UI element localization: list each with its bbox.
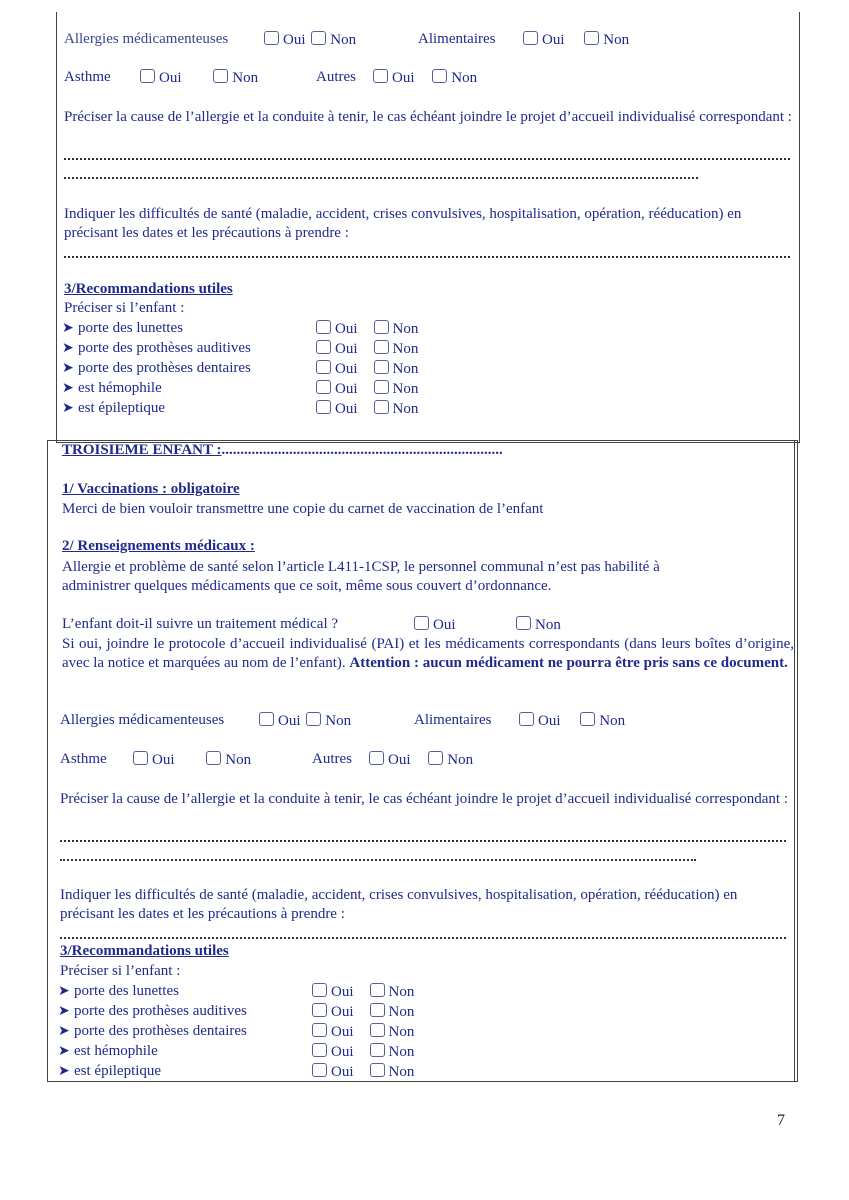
reco-oui-checkbox[interactable] — [316, 380, 331, 394]
oui-label: Oui — [159, 70, 182, 86]
reco-oui-checkbox[interactable] — [312, 1003, 327, 1017]
non-label: Non — [599, 713, 626, 729]
answer-line[interactable] — [60, 859, 696, 861]
allergy-alim-non-checkbox[interactable] — [580, 712, 595, 726]
allergy-med-options — [259, 712, 351, 730]
traitement-question: L’enfant doit-il suivre un traitement médical ? — [62, 616, 339, 632]
answer-line[interactable] — [60, 937, 786, 939]
non-label: Non — [392, 321, 419, 337]
arrow-icon: ➤ — [58, 1024, 70, 1039]
asthme-options — [133, 751, 251, 769]
non-label: Non — [603, 32, 630, 48]
reco-non-checkbox[interactable] — [374, 400, 389, 414]
page-number: 7 — [777, 1112, 785, 1129]
oui-label: Oui — [331, 1044, 354, 1060]
reco-oui-checkbox[interactable] — [316, 400, 331, 414]
arrow-icon: ➤ — [58, 1064, 70, 1079]
reco-item-label: porte des lunettes — [78, 320, 183, 336]
arrow-icon: ➤ — [58, 1044, 70, 1059]
asthme-label: Asthme — [64, 69, 111, 85]
arrow-icon: ➤ — [62, 341, 74, 356]
reco-oui-checkbox[interactable] — [316, 320, 331, 334]
reco-item — [62, 340, 251, 357]
reco-non-checkbox[interactable] — [370, 1043, 385, 1057]
allergy-med-label: Allergies médicamenteuses — [60, 712, 225, 728]
reco-options — [312, 1043, 414, 1061]
oui-label: Oui — [331, 984, 354, 1000]
reco-item-label: porte des prothèses auditives — [74, 1003, 247, 1019]
reco-oui-checkbox[interactable] — [312, 1023, 327, 1037]
autres-oui-checkbox[interactable] — [373, 69, 388, 83]
reco-intro: Préciser si l’enfant : — [64, 300, 185, 316]
autres-non-checkbox[interactable] — [432, 69, 447, 83]
answer-line[interactable] — [64, 256, 790, 258]
arrow-icon: ➤ — [62, 401, 74, 416]
answer-line[interactable] — [64, 177, 698, 179]
reco-options — [316, 320, 418, 338]
reco-item — [62, 400, 165, 417]
answer-line[interactable] — [60, 840, 786, 842]
traitement-oui-checkbox[interactable] — [414, 616, 429, 630]
traitement-non-option — [516, 616, 561, 634]
oui-label: Oui — [538, 713, 561, 729]
reco-item-label: porte des prothèses auditives — [78, 340, 251, 356]
non-label: Non — [388, 1064, 415, 1080]
section-title-dots[interactable]: ........................................................................... — [221, 442, 503, 458]
reco-item — [58, 1043, 158, 1060]
oui-label: Oui — [335, 401, 358, 417]
non-label: Non — [447, 752, 474, 768]
reco-item — [62, 380, 162, 397]
allergy-cause-instructions: Préciser la cause de l’allergie et la conduite à tenir, le cas échéant joindre le projet d’accueil individualisé correspondant : — [64, 109, 792, 125]
reco-oui-checkbox[interactable] — [312, 983, 327, 997]
health-difficulties-instructions: Indiquer les difficultés de santé (maladie, accident, crises convulsives, hospitalisation, opération, rééducation) en précisant les dates et les précautions à prendre : — [60, 887, 738, 922]
oui-label: Oui — [331, 1004, 354, 1020]
reco-title: 3/Recommandations utiles — [64, 281, 233, 297]
asthme-label: Asthme — [60, 751, 107, 767]
non-label: Non — [388, 1024, 415, 1040]
allergy-med-label: Allergies médicamenteuses — [64, 31, 229, 47]
reco-oui-checkbox[interactable] — [312, 1063, 327, 1077]
allergy-alim-oui-checkbox[interactable] — [519, 712, 534, 726]
arrow-icon: ➤ — [62, 321, 74, 336]
non-label: Non — [388, 1004, 415, 1020]
reco-intro: Préciser si l’enfant : — [60, 963, 181, 979]
allergy-med-oui-checkbox[interactable] — [264, 31, 279, 45]
non-label: Non — [225, 752, 252, 768]
reco-item — [62, 320, 183, 337]
arrow-icon: ➤ — [62, 381, 74, 396]
asthme-non-checkbox[interactable] — [206, 751, 221, 765]
reco-non-checkbox[interactable] — [370, 1003, 385, 1017]
arrow-icon: ➤ — [58, 984, 70, 999]
health-difficulties-instructions: Indiquer les difficultés de santé (maladie, accident, crises convulsives, hospitalisation, opération, rééducation) en précisant les dates et les précautions à prendre : — [64, 206, 742, 241]
allergy-med-oui-checkbox[interactable] — [259, 712, 274, 726]
allergy-med-options — [264, 31, 356, 49]
reco-item-label: est hémophile — [78, 380, 162, 396]
allergy-cause-instructions: Préciser la cause de l’allergie et la conduite à tenir, le cas échéant joindre le projet d’accueil individualisé correspondant : — [60, 791, 788, 807]
oui-label: Oui — [331, 1024, 354, 1040]
asthme-non-checkbox[interactable] — [213, 69, 228, 83]
arrow-icon: ➤ — [62, 361, 74, 376]
reco-options — [312, 1003, 414, 1021]
allergy-alim-options — [523, 31, 629, 49]
traitement-oui-option — [414, 616, 456, 634]
asthme-oui-checkbox[interactable] — [140, 69, 155, 83]
vaccinations-title: 1/ Vaccinations : obligatoire — [62, 481, 240, 497]
autres-non-checkbox[interactable] — [428, 751, 443, 765]
oui-label: Oui — [335, 321, 358, 337]
autres-options — [373, 69, 477, 87]
pai-instructions — [62, 635, 794, 673]
oui-label: Oui — [283, 32, 306, 48]
non-label: Non — [392, 401, 419, 417]
reco-oui-checkbox[interactable] — [312, 1043, 327, 1057]
attention-warning: Attention : aucun médicament ne pourra être pris sans ce document. — [349, 655, 788, 671]
non-label: Non — [232, 70, 259, 86]
asthme-options — [140, 69, 258, 87]
traitement-non-checkbox[interactable] — [516, 616, 531, 630]
autres-options — [369, 751, 473, 769]
renseignements-text: Allergie et problème de santé selon l’article L411-1CSP, le personnel communal n’est pas habilité à administrer quelques médicaments que ce soit, même sous couvert d’ordonnance. — [62, 559, 660, 594]
reco-item — [58, 1063, 161, 1080]
reco-item-label: porte des lunettes — [74, 983, 179, 999]
non-label: Non — [330, 32, 357, 48]
reco-non-checkbox[interactable] — [374, 360, 389, 374]
reco-options — [316, 380, 418, 398]
non-label: Non — [451, 70, 478, 86]
reco-options — [312, 1063, 414, 1081]
autres-label: Autres — [312, 751, 352, 767]
reco-item — [58, 1003, 247, 1020]
asthme-oui-checkbox[interactable] — [133, 751, 148, 765]
arrow-icon: ➤ — [58, 1004, 70, 1019]
oui-label: Oui — [278, 713, 301, 729]
answer-line[interactable] — [64, 158, 790, 160]
non-label: Non — [392, 341, 419, 357]
oui-label: Oui — [388, 752, 411, 768]
reco-item-label: est épileptique — [74, 1063, 162, 1079]
non-label: Non — [325, 713, 352, 729]
allergy-med-non-checkbox[interactable] — [311, 31, 326, 45]
reco-non-checkbox[interactable] — [374, 340, 389, 354]
oui-label: Oui — [335, 361, 358, 377]
non-label: Non — [392, 381, 419, 397]
allergy-med-row — [64, 31, 228, 48]
section-title-text: TROISIEME ENFANT : — [62, 442, 222, 458]
reco-options — [312, 1023, 414, 1041]
autres-label: Autres — [316, 69, 356, 85]
vaccinations-text: Merci de bien vouloir transmettre une copie du carnet de vaccination de l’enfant — [62, 501, 544, 517]
reco-options — [316, 400, 418, 418]
reco-item-label: est hémophile — [74, 1043, 158, 1059]
non-label: Non — [535, 617, 561, 633]
allergy-alim-oui-checkbox[interactable] — [523, 31, 538, 45]
reco-options — [312, 983, 414, 1001]
pai-text: Si oui, joindre le protocole d’accueil individualisé (PAI) et les médicaments correspondants (dans leurs boîtes d’origine, avec la notice et marquées au nom de l’enfant). — [62, 636, 794, 671]
reco-non-checkbox[interactable] — [374, 380, 389, 394]
reco-options — [316, 340, 418, 358]
reco-oui-checkbox[interactable] — [316, 340, 331, 354]
reco-non-checkbox[interactable] — [374, 320, 389, 334]
reco-non-checkbox[interactable] — [370, 1063, 385, 1077]
allergy-alim-label: Alimentaires — [414, 712, 492, 728]
reco-item-label: porte des prothèses dentaires — [78, 360, 251, 376]
oui-label: Oui — [331, 1064, 354, 1080]
oui-label: Oui — [335, 381, 358, 397]
oui-label: Oui — [542, 32, 565, 48]
reco-item — [58, 983, 179, 1000]
non-label: Non — [388, 984, 415, 1000]
frame-divider — [794, 441, 795, 1081]
reco-non-checkbox[interactable] — [370, 1023, 385, 1037]
oui-label: Oui — [335, 341, 358, 357]
allergy-alim-non-checkbox[interactable] — [584, 31, 599, 45]
renseignements-title: 2/ Renseignements médicaux : — [62, 538, 255, 554]
allergy-med-non-checkbox[interactable] — [306, 712, 321, 726]
allergy-alim-options — [519, 712, 625, 730]
non-label: Non — [392, 361, 419, 377]
reco-non-checkbox[interactable] — [370, 983, 385, 997]
allergy-alim-label: Alimentaires — [418, 31, 496, 47]
reco-item-label: est épileptique — [78, 400, 166, 416]
reco-title: 3/Recommandations utiles — [60, 943, 229, 959]
autres-oui-checkbox[interactable] — [369, 751, 384, 765]
oui-label: Oui — [152, 752, 175, 768]
reco-item — [62, 360, 251, 377]
section-title — [62, 442, 503, 459]
reco-oui-checkbox[interactable] — [316, 360, 331, 374]
reco-item — [58, 1023, 247, 1040]
reco-options — [316, 360, 418, 378]
reco-item-label: porte des prothèses dentaires — [74, 1023, 247, 1039]
non-label: Non — [388, 1044, 415, 1060]
oui-label: Oui — [392, 70, 415, 86]
oui-label: Oui — [433, 617, 456, 633]
